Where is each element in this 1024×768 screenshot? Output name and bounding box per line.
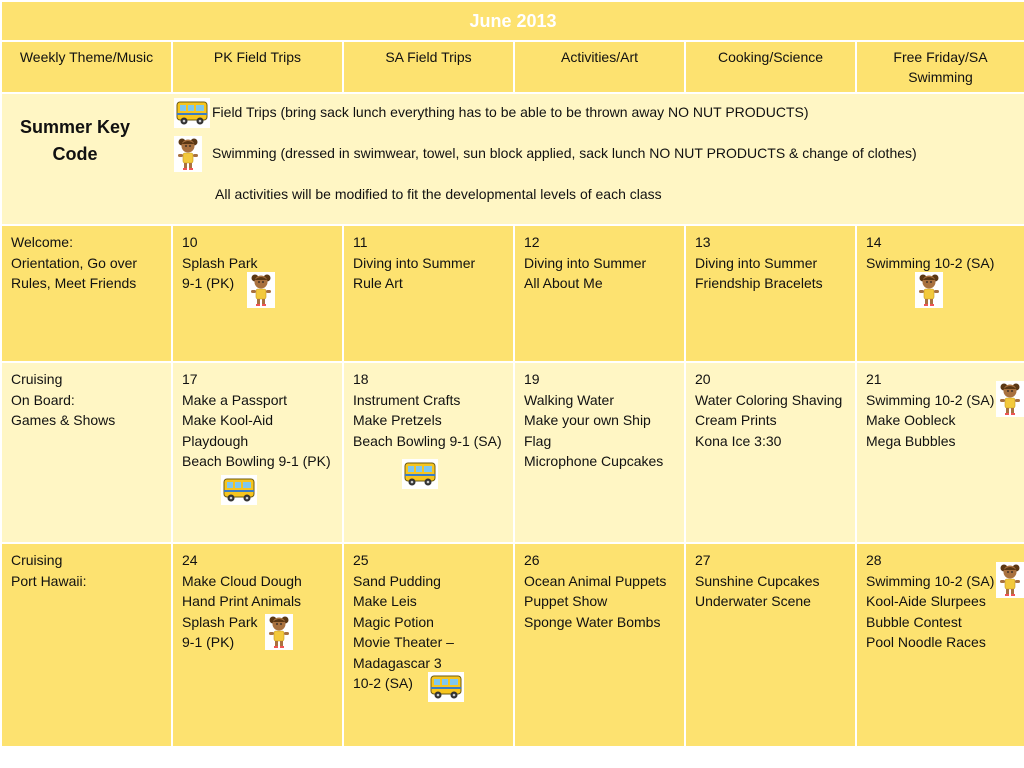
header-activities-art: Activities/Art	[514, 41, 685, 93]
theme-line: Orientation, Go over	[11, 254, 138, 271]
day-activity: Kool-Aide Slurpees	[866, 593, 986, 609]
day-number: 11	[353, 234, 368, 250]
day-activity: Movie Theater –	[353, 634, 454, 650]
day-cell-18	[343, 362, 514, 543]
day-activity: Splash Park	[182, 254, 258, 271]
day-activity: Make Oobleck	[866, 412, 956, 428]
day-cell-12	[514, 225, 685, 362]
key-note-text: All activities will be modified to fit the developmental levels of each class	[215, 186, 662, 202]
theme-line: Games & Shows	[11, 412, 116, 428]
bus-icon	[221, 475, 257, 505]
girl-icon	[265, 614, 293, 650]
header-free-friday: Free Friday/SA Swimming	[856, 41, 1024, 93]
day-cell-17	[172, 362, 343, 543]
day-cell-21	[856, 362, 1024, 543]
day-number: 18	[353, 371, 369, 387]
day-activity: Splash Park	[182, 613, 258, 630]
day-number: 19	[524, 371, 540, 387]
day-cell-20	[685, 362, 856, 543]
day-activity: Swimming 10-2 (SA)	[866, 391, 995, 408]
theme-line: Cruising	[11, 552, 63, 568]
day-activity: 10-2 (SA)	[353, 675, 413, 691]
bus-icon	[402, 459, 438, 489]
day-activity: Microphone Cupcakes	[524, 453, 664, 469]
day-activity: Kona Ice 3:30	[695, 432, 782, 449]
day-cell-19	[514, 362, 685, 543]
day-number: 26	[524, 552, 540, 568]
day-activity: Make Leis	[353, 593, 417, 609]
day-activity: Diving into Summer	[353, 254, 476, 271]
girl-icon	[915, 272, 943, 308]
day-activity: Make a Passport	[182, 391, 288, 408]
day-activity: Diving into Summer	[695, 254, 818, 271]
day-activity: Pool Noodle Races	[866, 634, 986, 650]
day-number: 21	[866, 371, 882, 387]
theme-line: On Board:	[11, 391, 75, 408]
day-activity: Walking Water	[524, 391, 614, 408]
day-cell-26	[514, 543, 685, 747]
day-activity: Sponge Water Bombs	[524, 613, 661, 630]
summer-key-code-section	[1, 93, 1024, 225]
theme-line: Port Hawaii:	[11, 572, 87, 589]
day-activity: Swimming 10-2 (SA)	[866, 572, 995, 589]
day-number: 24	[182, 552, 198, 568]
day-activity: Hand Print Animals	[182, 593, 302, 609]
day-activity: Make your own Ship	[524, 412, 651, 428]
bus-icon	[428, 672, 464, 702]
week-theme-cell	[1, 362, 172, 543]
day-activity: Magic Potion	[353, 613, 434, 630]
header-weekly-theme: Weekly Theme/Music	[1, 41, 172, 93]
day-number: 20	[695, 371, 711, 387]
key-swimming-text: Swimming (dressed in swimwear, towel, sun block applied, sack lunch NO NUT PRODUCTS & change of clothes)	[212, 145, 917, 161]
theme-line: Welcome:	[11, 234, 73, 250]
day-activity: Playdough	[182, 432, 249, 449]
day-cell-10	[172, 225, 343, 362]
day-activity: Beach Bowling 9-1 (PK)	[182, 453, 331, 469]
day-activity: 9-1 (PK)	[182, 275, 235, 291]
girl-icon	[174, 136, 202, 172]
day-number: 10	[182, 234, 198, 250]
day-activity: Make Kool-Aid	[182, 412, 274, 428]
girl-icon	[247, 272, 275, 308]
day-number: 25	[353, 552, 369, 568]
day-activity: Ocean Animal Puppets	[524, 572, 667, 589]
day-activity: Underwater Scene	[695, 593, 811, 609]
day-activity: Madagascar 3	[353, 654, 442, 671]
day-activity: Beach Bowling 9-1 (SA)	[353, 432, 502, 449]
header-sa-field-trips: SA Field Trips	[343, 41, 514, 93]
header-pk-field-trips: PK Field Trips	[172, 41, 343, 93]
day-activity: Friendship Bracelets	[695, 275, 823, 291]
day-activity: Cream Prints	[695, 412, 777, 428]
day-activity: Diving into Summer	[524, 254, 647, 271]
day-activity: Water Coloring Shaving	[695, 391, 843, 408]
day-number: 14	[866, 234, 882, 250]
day-number: 17	[182, 371, 198, 387]
week-theme-cell	[1, 225, 172, 362]
day-number: 28	[866, 552, 882, 568]
theme-line: Rules, Meet Friends	[11, 275, 137, 291]
day-number: 13	[695, 234, 711, 250]
day-cell-24	[172, 543, 343, 747]
day-cell-14	[856, 225, 1024, 362]
day-cell-28	[856, 543, 1024, 747]
day-activity: Sunshine Cupcakes	[695, 572, 820, 589]
day-activity: Sand Pudding	[353, 572, 441, 589]
day-activity: All About Me	[524, 275, 603, 291]
key-title: Summer Key Code	[19, 117, 131, 164]
bus-icon	[174, 98, 210, 128]
day-activity: Bubble Contest	[866, 613, 962, 630]
theme-line: Cruising	[11, 371, 63, 387]
day-activity: Make Pretzels	[353, 412, 442, 428]
day-activity: Mega Bubbles	[866, 432, 956, 449]
day-number: 27	[695, 552, 711, 568]
day-activity: Puppet Show	[524, 593, 608, 609]
day-cell-13	[685, 225, 856, 362]
day-activity: 9-1 (PK)	[182, 634, 235, 650]
day-activity: Swimming 10-2 (SA)	[866, 254, 995, 271]
day-activity: Instrument Crafts	[353, 391, 461, 408]
day-cell-11	[343, 225, 514, 362]
calendar-title: June 2013	[1, 1, 1024, 41]
day-cell-27	[685, 543, 856, 747]
week-theme-cell	[1, 543, 172, 747]
header-cooking-science: Cooking/Science	[685, 41, 856, 93]
girl-icon	[996, 562, 1024, 598]
day-number: 12	[524, 234, 540, 250]
key-field-trips-text: Field Trips (bring sack lunch everything has to be able to be thrown away NO NUT PRODUCTS)	[212, 104, 809, 120]
day-activity: Make Cloud Dough	[182, 572, 302, 589]
day-activity: Flag	[524, 432, 552, 449]
day-cell-25	[343, 543, 514, 747]
girl-icon	[996, 381, 1024, 417]
day-activity: Rule Art	[353, 275, 403, 291]
